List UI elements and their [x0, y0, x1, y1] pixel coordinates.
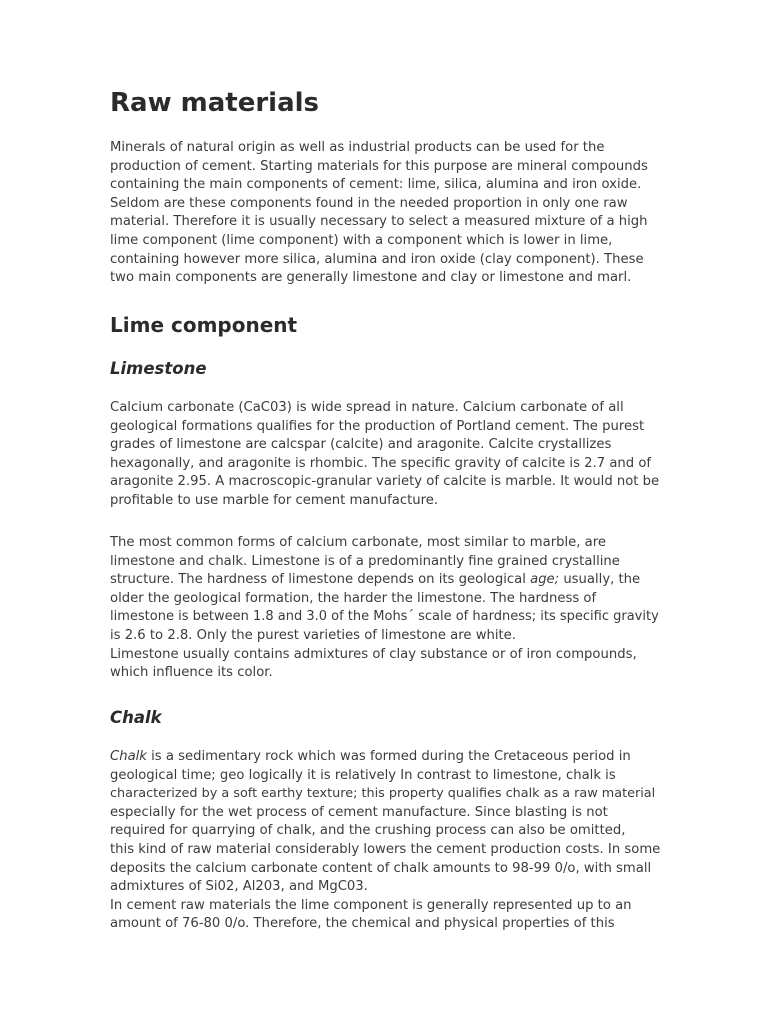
- text-line: profitable to use marble for cement manufacture.: [110, 492, 439, 508]
- intro-paragraph: [110, 139, 660, 288]
- text-line: [110, 571, 660, 590]
- text-line: two main components are generally limestone and clay or limestone and marl.: [110, 270, 632, 286]
- text-line: Calcium carbonate (CaC03) is wide spread in nature. Calcium carbonate of all: [110, 400, 624, 415]
- text-line: admixtures of Si02, Al203, and MgC03.: [110, 879, 368, 895]
- text-line: Minerals of natural origin as well as industrial products can be used for the: [110, 140, 605, 155]
- chalk-paragraph: [110, 748, 660, 934]
- emphasis-text: Chalk: [110, 749, 147, 764]
- text-line: aragonite 2.95. A macroscopic-granular variety of calcite is marble. It would not be: [110, 474, 660, 490]
- limestone-paragraph-1: [110, 399, 660, 511]
- text-line: geological formations qualifies for the production of Portland cement. The purest: [110, 418, 645, 434]
- text-run: usually, the: [559, 572, 641, 588]
- text-line: production of cement. Starting materials for this purpose are mineral compounds: [110, 158, 648, 174]
- text-line: The most common forms of calcium carbonate, most similar to marble, are: [110, 535, 607, 550]
- text-line: limestone and chalk. Limestone is of a predominantly fine grained crystalline: [110, 553, 620, 569]
- page-title: Raw materials: [110, 88, 320, 118]
- text-line: especially for the wet process of cement manufacture. Since blasting is not: [110, 804, 608, 820]
- text-run: structure. The hardness of limestone depends on its geological: [110, 572, 531, 588]
- text-line: amount of 76-80 0/o. Therefore, the chemical and physical properties of this: [110, 916, 615, 932]
- text-line: In cement raw materials the lime component is generally represented up to an: [110, 897, 632, 913]
- text-line: required for quarrying of chalk, and the crushing process can also be omitted,: [110, 823, 626, 839]
- limestone-paragraph-2: [110, 534, 660, 683]
- text-line: hexagonally, and aragonite is rhombic. The specific gravity of calcite is 2.7 and of: [110, 455, 652, 471]
- text-line: Limestone usually contains admixtures of clay substance or of iron compounds,: [110, 646, 637, 662]
- text-line: material. Therefore it is usually necessary to select a measured mixture of a high: [110, 214, 648, 230]
- text-line: is 2.6 to 2.8. Only the purest varieties of limestone are white.: [110, 627, 516, 643]
- subsection-heading-limestone: Limestone: [110, 359, 207, 378]
- text-line: [110, 748, 660, 767]
- subsection-heading-chalk: Chalk: [110, 708, 162, 727]
- text-line: lime component (lime component) with a component which is lower in lime,: [110, 232, 613, 248]
- text-line: containing the main components of cement: lime, silica, alumina and iron oxide.: [110, 177, 642, 193]
- text-line: Seldom are these components found in the needed proportion in only one raw: [110, 195, 628, 211]
- text-line: characterized by a soft earthy texture; this property qualifies chalk as a raw material: [110, 786, 656, 802]
- text-line: grades of limestone are calcspar (calcite) and aragonite. Calcite crystallizes: [110, 437, 612, 453]
- text-line: limestone is between 1.8 and 3.0 of the Mohs´ scale of hardness; its specific gravity: [110, 609, 659, 625]
- text-line: geological time; geo logically it is relatively In contrast to limestone, chalk is: [110, 767, 616, 783]
- text-line: which influence its color.: [110, 665, 273, 681]
- text-line: containing however more silica, alumina and iron oxide (clay component). These: [110, 251, 644, 267]
- emphasis-text: age;: [530, 572, 560, 588]
- text-line: deposits the calcium carbonate content of chalk amounts to 98-99 0/o, with small: [110, 860, 652, 876]
- text-line: older the geological formation, the harder the limestone. The hardness of: [110, 590, 597, 606]
- text-run: is a sedimentary rock which was formed during the Cretaceous period in: [146, 749, 631, 764]
- section-heading-lime-component: Lime component: [110, 313, 298, 337]
- text-line: this kind of raw material considerably lowers the cement production costs. In some: [110, 841, 661, 857]
